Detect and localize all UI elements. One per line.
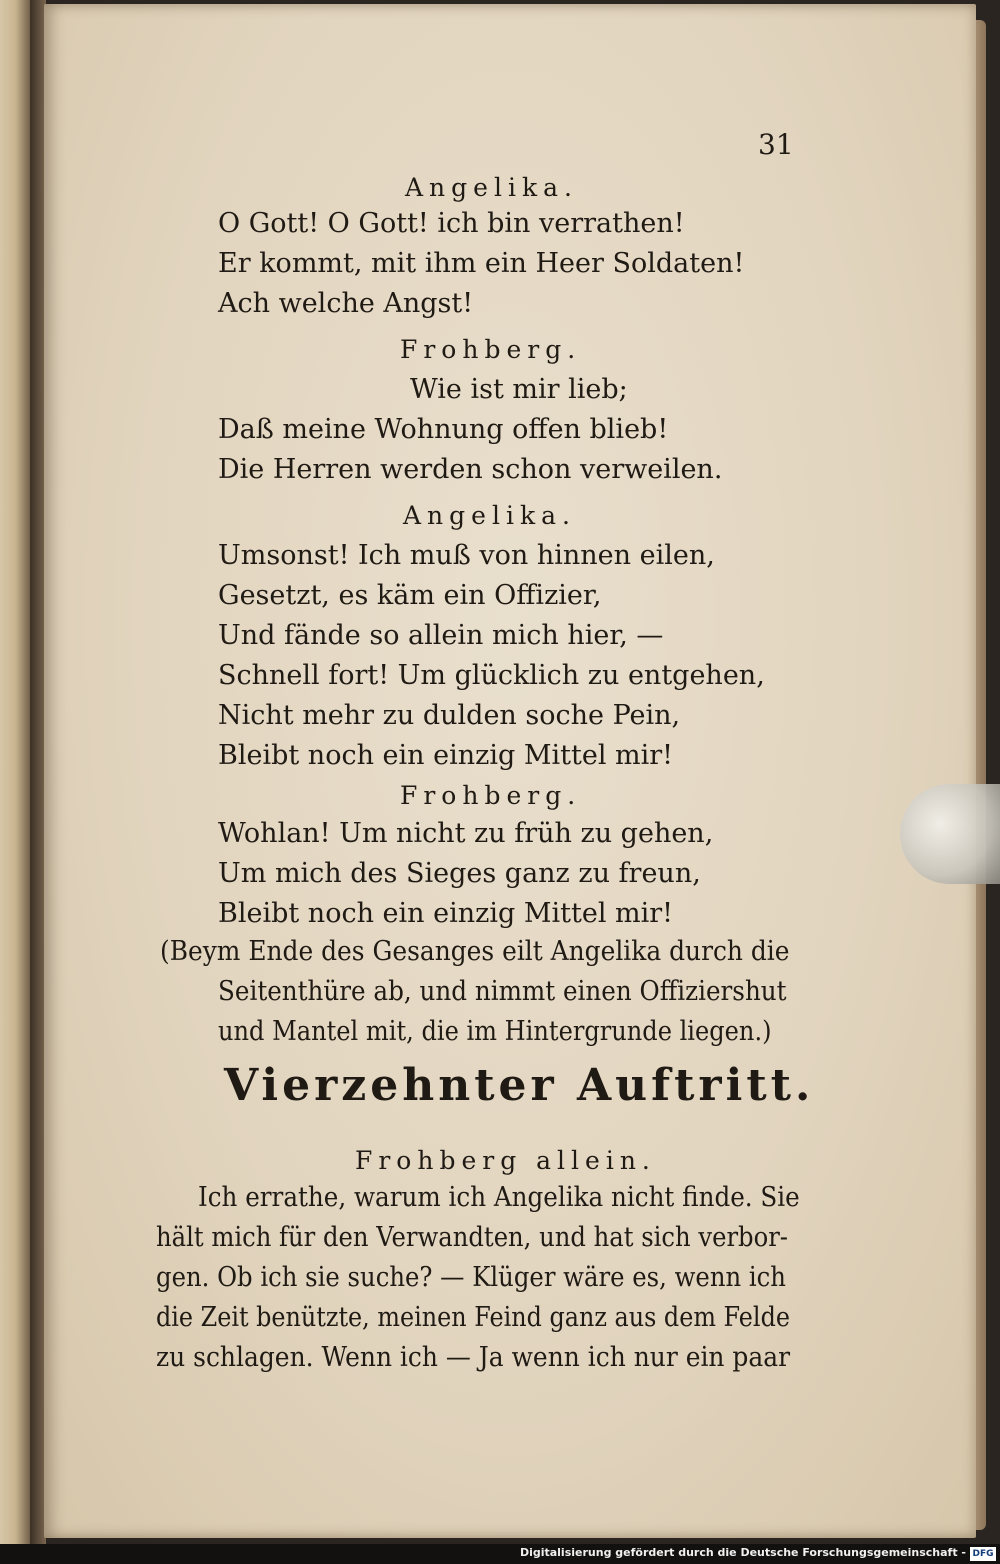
text-line: und Mantel mit, die im Hintergrunde liegen.)	[218, 1016, 772, 1047]
speaker-name: Frohberg allein.	[355, 1146, 656, 1175]
text-line: Bleibt noch ein einzig Mittel mir!	[218, 898, 674, 929]
dfg-logo: DFG	[970, 1547, 996, 1561]
speaker-name: Angelika.	[403, 501, 576, 530]
text-line: Daß meine Wohnung offen blieb!	[218, 414, 669, 445]
text-line: Er kommt, mit ihm ein Heer Soldaten!	[218, 248, 745, 279]
text-line: Schnell fort! Um glücklich zu entgehen,	[218, 660, 765, 691]
text-line: (Beym Ende des Gesanges eilt Angelika durch die	[160, 936, 790, 967]
footer-credit: Digitalisierung gefördert durch die Deutsche Forschungsgemeinschaft -	[519, 1546, 966, 1559]
text-line: O Gott! O Gott! ich bin verrathen!	[218, 208, 685, 239]
text-line: Wie ist mir lieb;	[410, 374, 628, 405]
speaker-name: Angelika.	[405, 173, 578, 202]
left-page-edge	[0, 0, 34, 1544]
text-line: Bleibt noch ein einzig Mittel mir!	[218, 740, 674, 771]
page-number: 31	[758, 128, 794, 161]
text-line: Wohlan! Um nicht zu früh zu gehen,	[218, 818, 714, 849]
speaker-name: Frohberg.	[400, 335, 582, 364]
speaker-name: Frohberg.	[400, 781, 582, 810]
text-line: gen. Ob ich sie suche? — Klüger wäre es, wenn ich	[156, 1262, 786, 1293]
text-line: Seitenthüre ab, und nimmt einen Offiziershut	[218, 976, 787, 1007]
scene-heading: Vierzehnter Auftritt.	[224, 1060, 815, 1111]
text-line: Die Herren werden schon verweilen.	[218, 454, 723, 485]
text-line: die Zeit benützte, meinen Feind ganz aus dem Felde	[156, 1302, 790, 1333]
text-line: Ach welche Angst!	[218, 288, 474, 319]
text-line: Umsonst! Ich muß von hinnen eilen,	[218, 540, 715, 571]
page-clip	[900, 784, 1000, 884]
text-line: Um mich des Sieges ganz zu freun,	[218, 858, 701, 889]
text-line: hält mich für den Verwandten, und hat sich verbor-	[156, 1222, 789, 1253]
text-line: Gesetzt, es käm ein Offizier,	[218, 580, 602, 611]
text-line: Ich errathe, warum ich Angelika nicht finde. Sie	[198, 1182, 800, 1213]
text-line: Nicht mehr zu dulden soche Pein,	[218, 700, 681, 731]
text-line: zu schlagen. Wenn ich — Ja wenn ich nur ein paar	[156, 1342, 791, 1373]
text-line: Und fände so allein mich hier, —	[218, 620, 664, 651]
footer-bar	[0, 1544, 1000, 1564]
